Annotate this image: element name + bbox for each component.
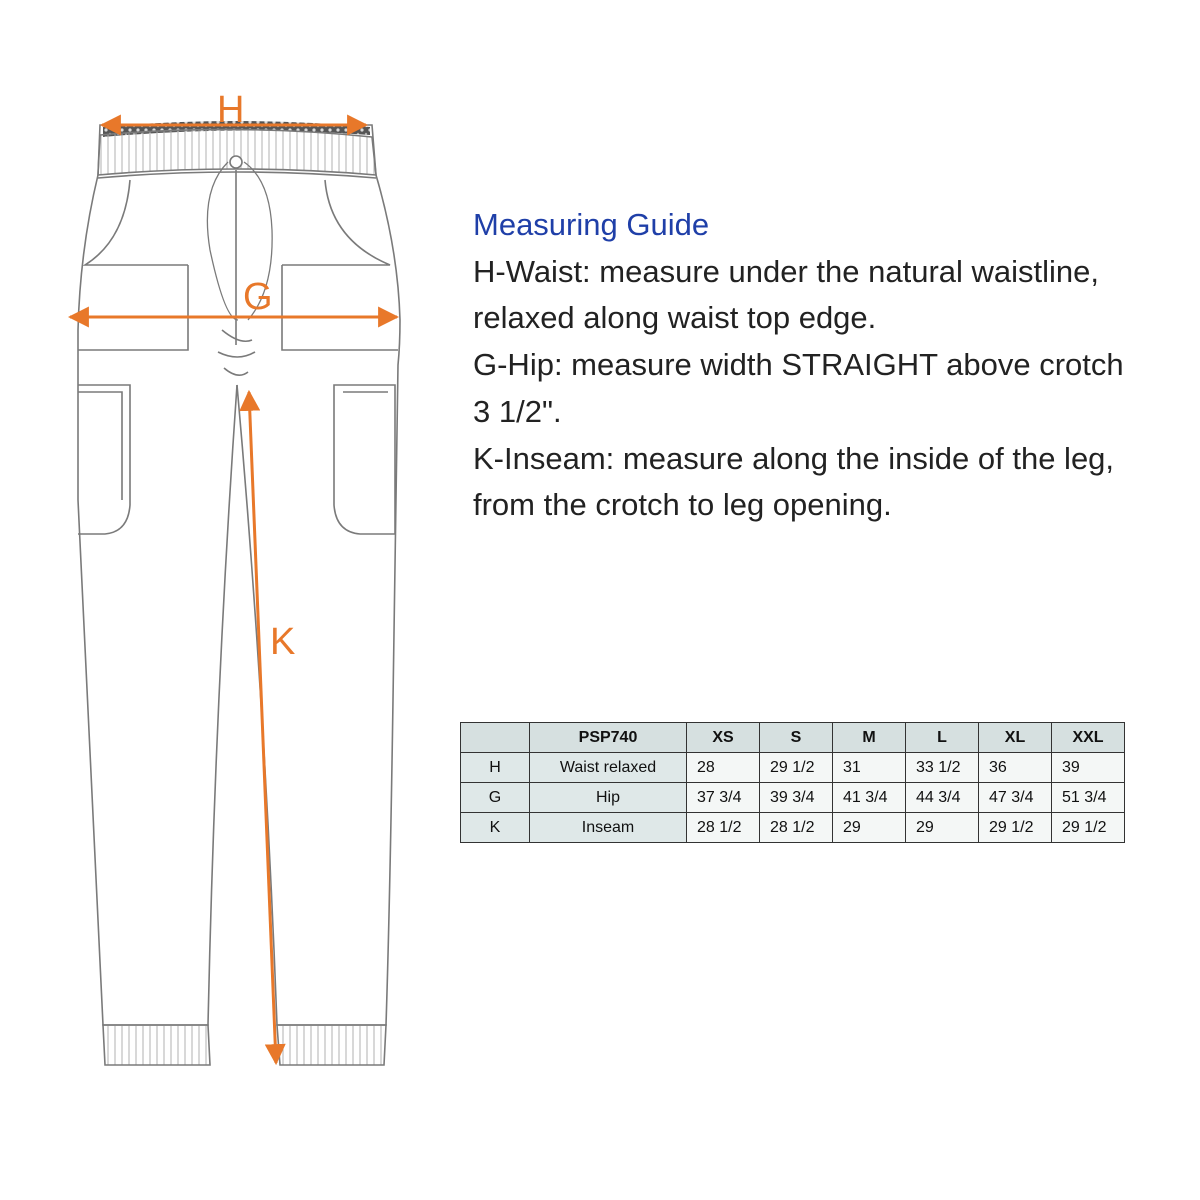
header-cell-size: S [760,723,833,753]
table-row [461,753,1125,783]
size-chart-table [460,722,1125,843]
row-letter: K [461,813,530,843]
left-cuff [103,1025,210,1065]
header-cell-size: M [833,723,906,753]
table-cell: 28 [687,753,760,783]
right-cuff [277,1025,386,1065]
table-cell: 47 3/4 [979,783,1052,813]
guide-line: 3 1/2". [473,393,562,429]
table-cell: 37 3/4 [687,783,760,813]
table-cell: 29 1/2 [979,813,1052,843]
header-cell-style: PSP740 [530,723,687,753]
guide-title: Measuring Guide [473,207,710,242]
pants-silhouette [78,125,400,1025]
header-cell [461,723,530,753]
table-cell: 29 1/2 [760,753,833,783]
guide-line: relaxed along waist top edge. [473,300,877,336]
guide-line: H-Waist: measure under the natural waistline, [473,253,1100,289]
pants-outline [78,121,400,1065]
table-cell: 39 3/4 [760,783,833,813]
table-row [461,783,1125,813]
table-cell: 31 [833,753,906,783]
table-header-row [461,723,1125,753]
table-cell: 39 [1052,753,1125,783]
table-cell: 33 1/2 [906,753,979,783]
table-cell: 36 [979,753,1052,783]
header-cell-size: XXL [1052,723,1125,753]
table-cell: 44 3/4 [906,783,979,813]
row-letter: G [461,783,530,813]
guide-line: G-Hip: measure width STRAIGHT above crotch [473,347,1124,383]
measuring-guide [473,202,1188,529]
header-cell-size: L [906,723,979,753]
table-cell: 28 1/2 [760,813,833,843]
label-k: K [270,621,296,663]
table-cell: 51 3/4 [1052,783,1125,813]
table-cell: 29 [906,813,979,843]
header-cell-size: XS [687,723,760,753]
label-h: H [217,89,245,131]
guide-line: K-Inseam: measure along the inside of the leg, [473,440,1115,476]
table-cell: 29 1/2 [1052,813,1125,843]
row-letter: H [461,753,530,783]
header-cell-size: XL [979,723,1052,753]
row-measurement: Inseam [530,813,687,843]
guide-line: from the crotch to leg opening. [473,487,892,523]
table-row [461,813,1125,843]
table-cell: 29 [833,813,906,843]
table-cell: 41 3/4 [833,783,906,813]
row-measurement: Waist relaxed [530,753,687,783]
label-g: G [243,276,273,318]
row-measurement: Hip [530,783,687,813]
table-cell: 28 1/2 [687,813,760,843]
